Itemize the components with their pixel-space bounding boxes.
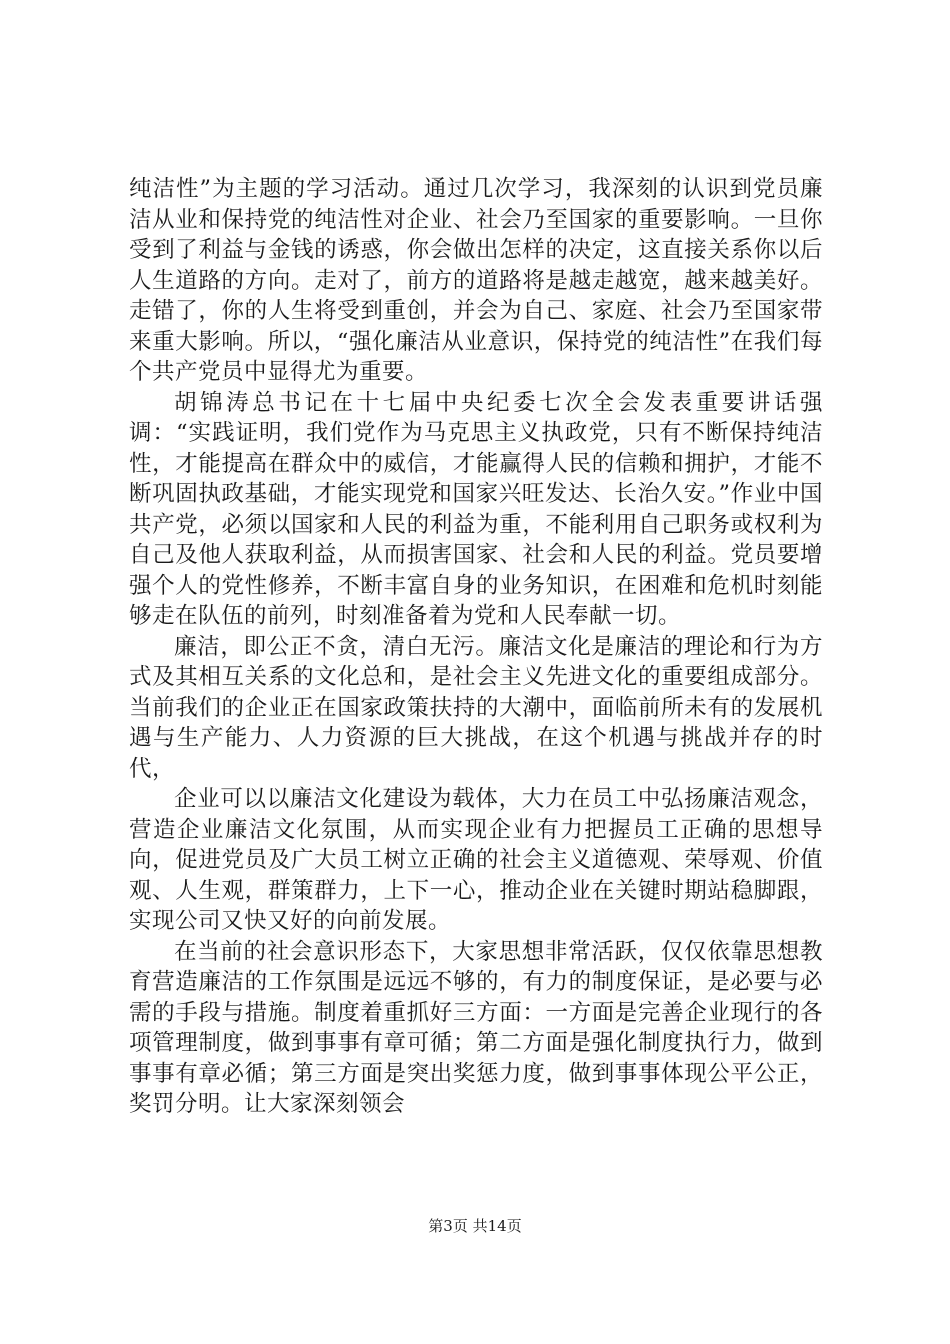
paragraph-4: 企业可以以廉洁文化建设为载体，大力在员工中弘扬廉洁观念，营造企业廉洁文化氛围，从而实现企业有力把握员工正确的思想导向，促进党员及广大员工树立正确的社会主义道德观、荣辱观、价值观、人生观，群策群力，上下一心，推动企业在关键时期站稳脚跟，实现公司又快又好的向前发展。	[129, 786, 823, 934]
paragraph-2: 胡锦涛总书记在十七届中央纪委七次全会发表重要讲话强调：“实践证明，我们党作为马克思主义执政党，只有不断保持纯洁性，才能提高在群众中的威信，才能赢得人民的信赖和拥护，才能不断巩固执政基础，才能实现党和国家兴旺发达、长治久安。”作业中国共产党，必须以国家和人民的利益为重，不能利用自己职务或权利为自己及他人获取利益，从而损害国家、社会和人民的利益。党员要增强个人的党性修养，不断丰富自身的业务知识，在困难和危机时刻能够走在队伍的前列，时刻准备着为党和人民奉献一切。	[129, 389, 823, 629]
page-number-footer: 第3页 共14页	[428, 1217, 522, 1235]
document-body	[129, 174, 823, 1120]
paragraph-3: 廉洁，即公正不贪，清白无污。廉洁文化是廉洁的理论和行为方式及其相互关系的文化总和，是社会主义先进文化的重要组成部分。当前我们的企业正在国家政策扶持的大潮中，面临前所未有的发展机遇与生产能力、人力资源的巨大挑战，在这个机遇与挑战并存的时代，	[129, 633, 823, 782]
paragraph-1: 纯洁性”为主题的学习活动。通过几次学习，我深刻的认识到党员廉洁从业和保持党的纯洁性对企业、社会乃至国家的重要影响。一旦你受到了利益与金钱的诱惑，你会做出怎样的决定，这直接关系你以后人生道路的方向。走对了，前方的道路将是越走越宽，越来越美好。走错了，你的人生将受到重创，并会为自己、家庭、社会乃至国家带来重大影响。所以，“强化廉洁从业意识，保持党的纯洁性”在我们每个共产党员中显得尤为重要。	[129, 176, 823, 385]
paragraph-5: 在当前的社会意识形态下，大家思想非常活跃，仅仅依靠思想教育营造廉洁的工作氛围是远远不够的，有力的制度保证，是必要与必需的手段与措施。制度着重抓好三方面：一方面是完善企业现行的各项管理制度，做到事事有章可循；第二方面是强化制度执行力，做到事事有章必循；第三方面是突出奖惩力度，做到事事体现公平公正，奖罚分明。让大家深刻领会	[129, 938, 823, 1117]
